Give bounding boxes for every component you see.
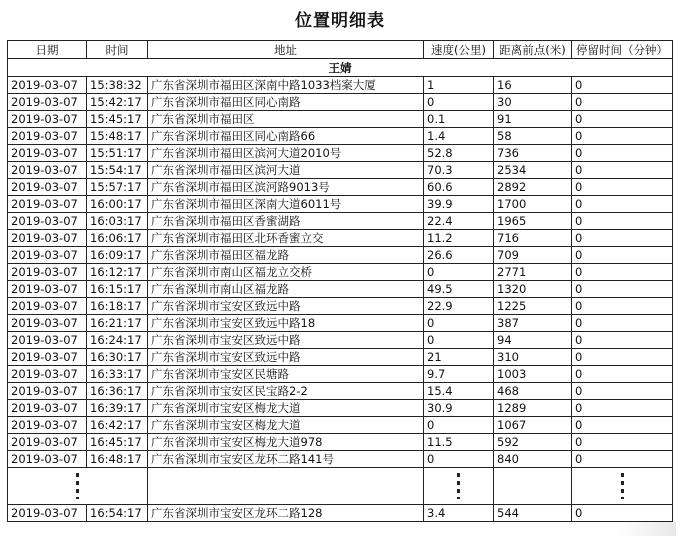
distance-cell: 592 <box>494 434 572 451</box>
col-header-speed: 速度(公里) <box>424 41 494 59</box>
ellipsis-cell <box>572 468 673 505</box>
date-cell: 2019-03-07 <box>8 196 87 213</box>
distance-cell: 716 <box>494 230 572 247</box>
distance-cell: 1965 <box>494 213 572 230</box>
stay-time-cell: 0 <box>572 196 673 213</box>
time-cell: 16:03:17 <box>87 213 148 230</box>
stay-time-cell: 0 <box>572 383 673 400</box>
date-cell: 2019-03-07 <box>8 94 87 111</box>
time-cell: 16:33:17 <box>87 366 148 383</box>
speed-cell: 0 <box>424 315 494 332</box>
date-cell: 2019-03-07 <box>8 111 87 128</box>
distance-cell: 1320 <box>494 281 572 298</box>
time-cell: 16:12:17 <box>87 264 148 281</box>
distance-cell: 91 <box>494 111 572 128</box>
table-row <box>8 332 673 349</box>
person-name: 王婧 <box>8 59 673 77</box>
stay-time-cell: 0 <box>572 230 673 247</box>
date-cell: 2019-03-07 <box>8 434 87 451</box>
time-cell: 16:24:17 <box>87 332 148 349</box>
date-cell: 2019-03-07 <box>8 162 87 179</box>
speed-cell: 9.7 <box>424 366 494 383</box>
address-cell: 广东省深圳市福田区香蜜湖路 <box>148 213 424 230</box>
date-cell: 2019-03-07 <box>8 332 87 349</box>
date-cell: 2019-03-07 <box>8 247 87 264</box>
stay-time-cell: 0 <box>572 264 673 281</box>
time-cell: 16:45:17 <box>87 434 148 451</box>
address-cell: 广东省深圳市福田区同心南路 <box>148 94 424 111</box>
table-row <box>8 230 673 247</box>
table-row <box>8 247 673 264</box>
date-cell: 2019-03-07 <box>8 451 87 468</box>
person-row <box>8 59 673 77</box>
distance-cell: 2534 <box>494 162 572 179</box>
table-row <box>8 434 673 451</box>
table-row <box>8 315 673 332</box>
date-cell: 2019-03-07 <box>8 349 87 366</box>
speed-cell: 26.6 <box>424 247 494 264</box>
stay-time-cell: 0 <box>572 162 673 179</box>
date-cell: 2019-03-07 <box>8 230 87 247</box>
table-row <box>8 451 673 468</box>
speed-cell: 60.6 <box>424 179 494 196</box>
stay-time-cell: 0 <box>572 417 673 434</box>
header-row <box>8 41 673 59</box>
table-row <box>8 94 673 111</box>
time-cell: 16:42:17 <box>87 417 148 434</box>
date-cell: 2019-03-07 <box>8 383 87 400</box>
ellipsis-cell <box>8 468 148 505</box>
address-cell: 广东省深圳市福田区深南大道6011号 <box>148 196 424 213</box>
address-cell: 广东省深圳市宝安区龙环二路141号 <box>148 451 424 468</box>
col-header-stay-time: 停留时间（分钟） <box>572 41 673 59</box>
time-cell: 15:38:32 <box>87 77 148 94</box>
time-cell: 15:54:17 <box>87 162 148 179</box>
speed-cell: 1 <box>424 77 494 94</box>
speed-cell: 0 <box>424 417 494 434</box>
distance-cell: 1289 <box>494 400 572 417</box>
ellipsis-row <box>8 468 673 505</box>
address-cell: 广东省深圳市福田区 <box>148 111 424 128</box>
stay-time-cell: 0 <box>572 366 673 383</box>
distance-cell: 58 <box>494 128 572 145</box>
time-cell: 16:54:17 <box>87 505 148 522</box>
speed-cell: 52.8 <box>424 145 494 162</box>
address-cell: 广东省深圳市南山区福龙路 <box>148 281 424 298</box>
col-header-address: 地址 <box>148 41 424 59</box>
speed-cell: 21 <box>424 349 494 366</box>
distance-cell: 840 <box>494 451 572 468</box>
stay-time-cell: 0 <box>572 349 673 366</box>
speed-cell: 70.3 <box>424 162 494 179</box>
address-cell: 广东省深圳市福田区同心南路66 <box>148 128 424 145</box>
distance-cell: 1067 <box>494 417 572 434</box>
time-cell: 15:48:17 <box>87 128 148 145</box>
distance-cell: 2771 <box>494 264 572 281</box>
table-row <box>8 179 673 196</box>
address-cell: 广东省深圳市南山区福龙立交桥 <box>148 264 424 281</box>
date-cell: 2019-03-07 <box>8 77 87 94</box>
speed-cell: 11.2 <box>424 230 494 247</box>
stay-time-cell: 0 <box>572 332 673 349</box>
address-cell: 广东省深圳市宝安区民塘路 <box>148 366 424 383</box>
distance-cell: 468 <box>494 383 572 400</box>
date-cell: 2019-03-07 <box>8 213 87 230</box>
time-cell: 16:09:17 <box>87 247 148 264</box>
time-cell: 16:18:17 <box>87 298 148 315</box>
table-row <box>8 196 673 213</box>
distance-cell: 94 <box>494 332 572 349</box>
table-row <box>8 162 673 179</box>
address-cell: 广东省深圳市宝安区致远中路 <box>148 298 424 315</box>
stay-time-cell: 0 <box>572 315 673 332</box>
distance-cell: 16 <box>494 77 572 94</box>
stay-time-cell: 0 <box>572 213 673 230</box>
date-cell: 2019-03-07 <box>8 298 87 315</box>
speed-cell: 22.4 <box>424 213 494 230</box>
address-cell: 广东省深圳市福田区北环香蜜立交 <box>148 230 424 247</box>
table-row <box>8 383 673 400</box>
distance-cell: 1225 <box>494 298 572 315</box>
speed-cell: 3.4 <box>424 505 494 522</box>
table-row <box>8 366 673 383</box>
speed-cell: 1.4 <box>424 128 494 145</box>
ellipsis-cell <box>148 468 424 505</box>
time-cell: 15:42:17 <box>87 94 148 111</box>
address-cell: 广东省深圳市宝安区梅龙大道978 <box>148 434 424 451</box>
speed-cell: 0 <box>424 451 494 468</box>
speed-cell: 15.4 <box>424 383 494 400</box>
stay-time-cell: 0 <box>572 298 673 315</box>
table-row <box>8 298 673 315</box>
table-row <box>8 213 673 230</box>
stay-time-cell: 0 <box>572 179 673 196</box>
table-row <box>8 400 673 417</box>
distance-cell: 1700 <box>494 196 572 213</box>
time-cell: 16:06:17 <box>87 230 148 247</box>
address-cell: 广东省深圳市宝安区致远中路 <box>148 332 424 349</box>
time-cell: 15:51:17 <box>87 145 148 162</box>
time-cell: 16:36:17 <box>87 383 148 400</box>
stay-time-cell: 0 <box>572 94 673 111</box>
table-row <box>8 349 673 366</box>
table-row <box>8 145 673 162</box>
stay-time-cell: 0 <box>572 77 673 94</box>
address-cell: 广东省深圳市福田区深南中路1033档案大厦 <box>148 77 424 94</box>
ellipsis-cell <box>494 468 572 505</box>
vertical-ellipsis-icon <box>621 473 624 499</box>
address-cell: 广东省深圳市宝安区致远中路18 <box>148 315 424 332</box>
speed-cell: 30.9 <box>424 400 494 417</box>
stay-time-cell: 0 <box>572 247 673 264</box>
speed-cell: 0.1 <box>424 111 494 128</box>
distance-cell: 736 <box>494 145 572 162</box>
table-row <box>8 505 673 522</box>
table-row <box>8 264 673 281</box>
ellipsis-cell <box>424 468 494 505</box>
distance-cell: 709 <box>494 247 572 264</box>
date-cell: 2019-03-07 <box>8 264 87 281</box>
time-cell: 16:00:17 <box>87 196 148 213</box>
distance-cell: 1003 <box>494 366 572 383</box>
date-cell: 2019-03-07 <box>8 145 87 162</box>
stay-time-cell: 0 <box>572 111 673 128</box>
time-cell: 16:30:17 <box>87 349 148 366</box>
address-cell: 广东省深圳市福田区福龙路 <box>148 247 424 264</box>
vertical-ellipsis-icon <box>76 473 79 499</box>
date-cell: 2019-03-07 <box>8 366 87 383</box>
stay-time-cell: 0 <box>572 128 673 145</box>
time-cell: 15:57:17 <box>87 179 148 196</box>
stay-time-cell: 0 <box>572 400 673 417</box>
stay-time-cell: 0 <box>572 451 673 468</box>
date-cell: 2019-03-07 <box>8 281 87 298</box>
date-cell: 2019-03-07 <box>8 417 87 434</box>
table-row <box>8 417 673 434</box>
table-row <box>8 281 673 298</box>
distance-cell: 544 <box>494 505 572 522</box>
address-cell: 广东省深圳市福田区滨河路9013号 <box>148 179 424 196</box>
distance-cell: 2892 <box>494 179 572 196</box>
col-header-date: 日期 <box>8 41 87 59</box>
table-row <box>8 111 673 128</box>
distance-cell: 387 <box>494 315 572 332</box>
watermark <box>616 522 676 536</box>
speed-cell: 22.9 <box>424 298 494 315</box>
time-cell: 15:45:17 <box>87 111 148 128</box>
address-cell: 广东省深圳市宝安区致远中路 <box>148 349 424 366</box>
col-header-time: 时间 <box>87 41 148 59</box>
speed-cell: 0 <box>424 332 494 349</box>
time-cell: 16:39:17 <box>87 400 148 417</box>
col-header-distance: 距离前点(米) <box>494 41 572 59</box>
date-cell: 2019-03-07 <box>8 315 87 332</box>
time-cell: 16:48:17 <box>87 451 148 468</box>
page-title: 位置明细表 <box>295 11 385 31</box>
location-detail-table <box>7 40 673 522</box>
address-cell: 广东省深圳市宝安区龙环二路128 <box>148 505 424 522</box>
address-cell: 广东省深圳市宝安区梅龙大道 <box>148 400 424 417</box>
time-cell: 16:21:17 <box>87 315 148 332</box>
speed-cell: 0 <box>424 264 494 281</box>
table-row <box>8 77 673 94</box>
address-cell: 广东省深圳市宝安区民宝路2-2 <box>148 383 424 400</box>
date-cell: 2019-03-07 <box>8 179 87 196</box>
time-cell: 16:15:17 <box>87 281 148 298</box>
speed-cell: 0 <box>424 94 494 111</box>
stay-time-cell: 0 <box>572 505 673 522</box>
stay-time-cell: 0 <box>572 281 673 298</box>
distance-cell: 30 <box>494 94 572 111</box>
date-cell: 2019-03-07 <box>8 400 87 417</box>
distance-cell: 310 <box>494 349 572 366</box>
stay-time-cell: 0 <box>572 434 673 451</box>
table-row <box>8 128 673 145</box>
stay-time-cell: 0 <box>572 145 673 162</box>
vertical-ellipsis-icon <box>457 473 460 499</box>
date-cell: 2019-03-07 <box>8 128 87 145</box>
address-cell: 广东省深圳市福田区滨河大道2010号 <box>148 145 424 162</box>
speed-cell: 11.5 <box>424 434 494 451</box>
address-cell: 广东省深圳市福田区滨河大道 <box>148 162 424 179</box>
speed-cell: 39.9 <box>424 196 494 213</box>
date-cell: 2019-03-07 <box>8 505 87 522</box>
address-cell: 广东省深圳市宝安区梅龙大道 <box>148 417 424 434</box>
speed-cell: 49.5 <box>424 281 494 298</box>
